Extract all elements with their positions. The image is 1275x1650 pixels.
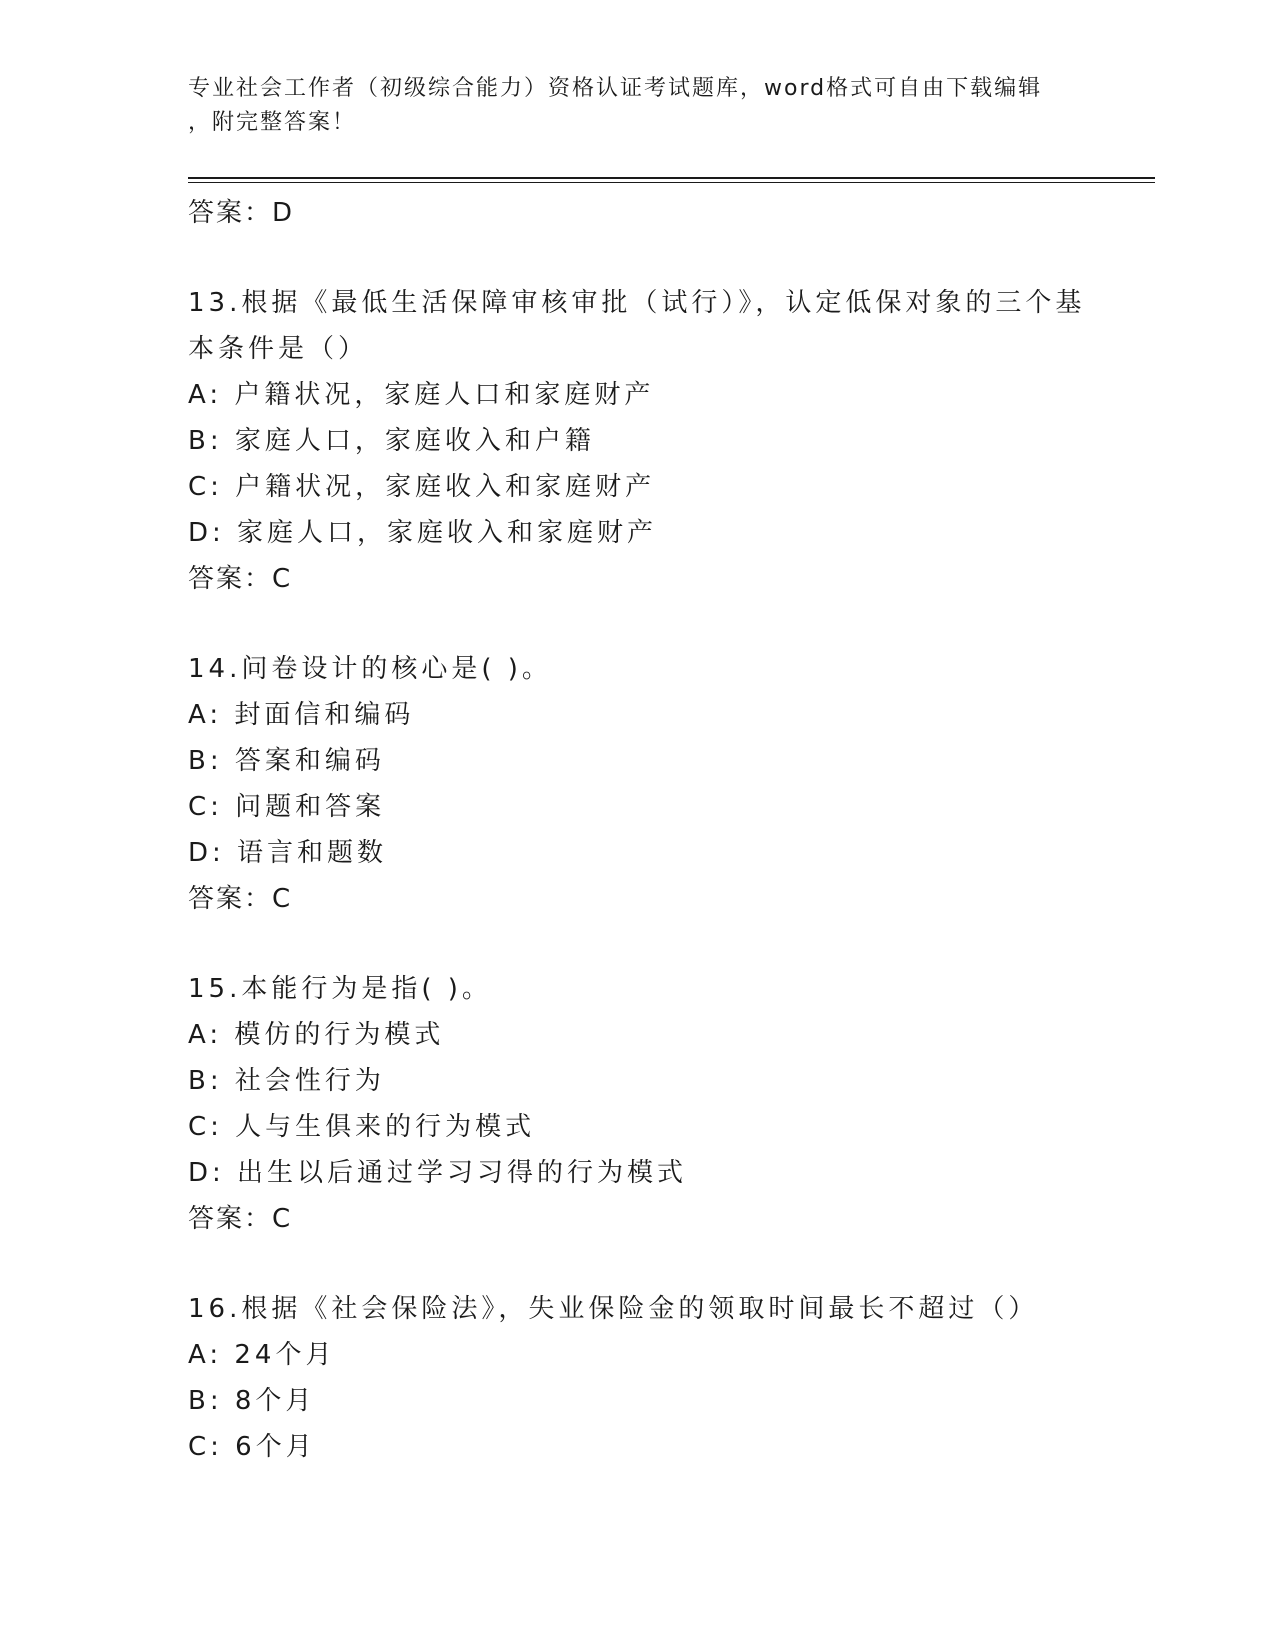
header-rule-thin (188, 182, 1155, 183)
previous-answer: 答案：D (188, 198, 295, 228)
spacer (188, 236, 1088, 280)
header-rule-thick (188, 177, 1155, 179)
option-a: A: 模仿的行为模式 (188, 1020, 445, 1050)
question-answer: 答案：C (188, 564, 293, 594)
option-b: B: 答案和编码 (188, 746, 385, 776)
option-a: A: 24个月 (188, 1340, 336, 1370)
question-stem-cont: 本条件是（） (188, 334, 369, 364)
question-stem: 14.问卷设计的核心是( )。 (188, 654, 552, 684)
option-c: C: 户籍状况，家庭收入和家庭财产 (188, 472, 656, 502)
option-a: A: 户籍状况，家庭人口和家庭财产 (188, 380, 655, 410)
question-stem: 15.本能行为是指( )。 (188, 974, 492, 1004)
question-stem: 13.根据《最低生活保障审核审批（试行）》，认定低保对象的三个基 (188, 288, 1086, 318)
spacer (188, 922, 1088, 966)
option-b: B: 8个月 (188, 1386, 316, 1416)
option-c: C: 6个月 (188, 1432, 316, 1462)
question-14 (188, 646, 1088, 922)
question-15 (188, 966, 1088, 1242)
option-c: C: 人与生俱来的行为模式 (188, 1112, 536, 1142)
option-a: A: 封面信和编码 (188, 700, 415, 730)
document-header (188, 72, 1068, 140)
spacer (188, 602, 1088, 646)
option-d: D: 出生以后通过学习习得的行为模式 (188, 1158, 688, 1188)
option-c: C: 问题和答案 (188, 792, 386, 822)
header-line-2: ，附完整答案！ (188, 110, 357, 135)
option-d: D: 语言和题数 (188, 838, 388, 868)
header-line-1: 专业社会工作者（初级综合能力）资格认证考试题库，word格式可自由下载编辑 (188, 76, 1043, 101)
option-b: B: 家庭人口，家庭收入和户籍 (188, 426, 595, 456)
question-stem: 16.根据《社会保险法》，失业保险金的领取时间最长不超过（） (188, 1294, 1039, 1324)
question-13 (188, 280, 1088, 602)
spacer (188, 1242, 1088, 1286)
option-d: D: 家庭人口，家庭收入和家庭财产 (188, 518, 658, 548)
question-answer: 答案：C (188, 884, 293, 914)
option-b: B: 社会性行为 (188, 1066, 385, 1096)
document-body (188, 190, 1088, 1470)
question-16 (188, 1286, 1088, 1470)
question-answer: 答案：C (188, 1204, 293, 1234)
